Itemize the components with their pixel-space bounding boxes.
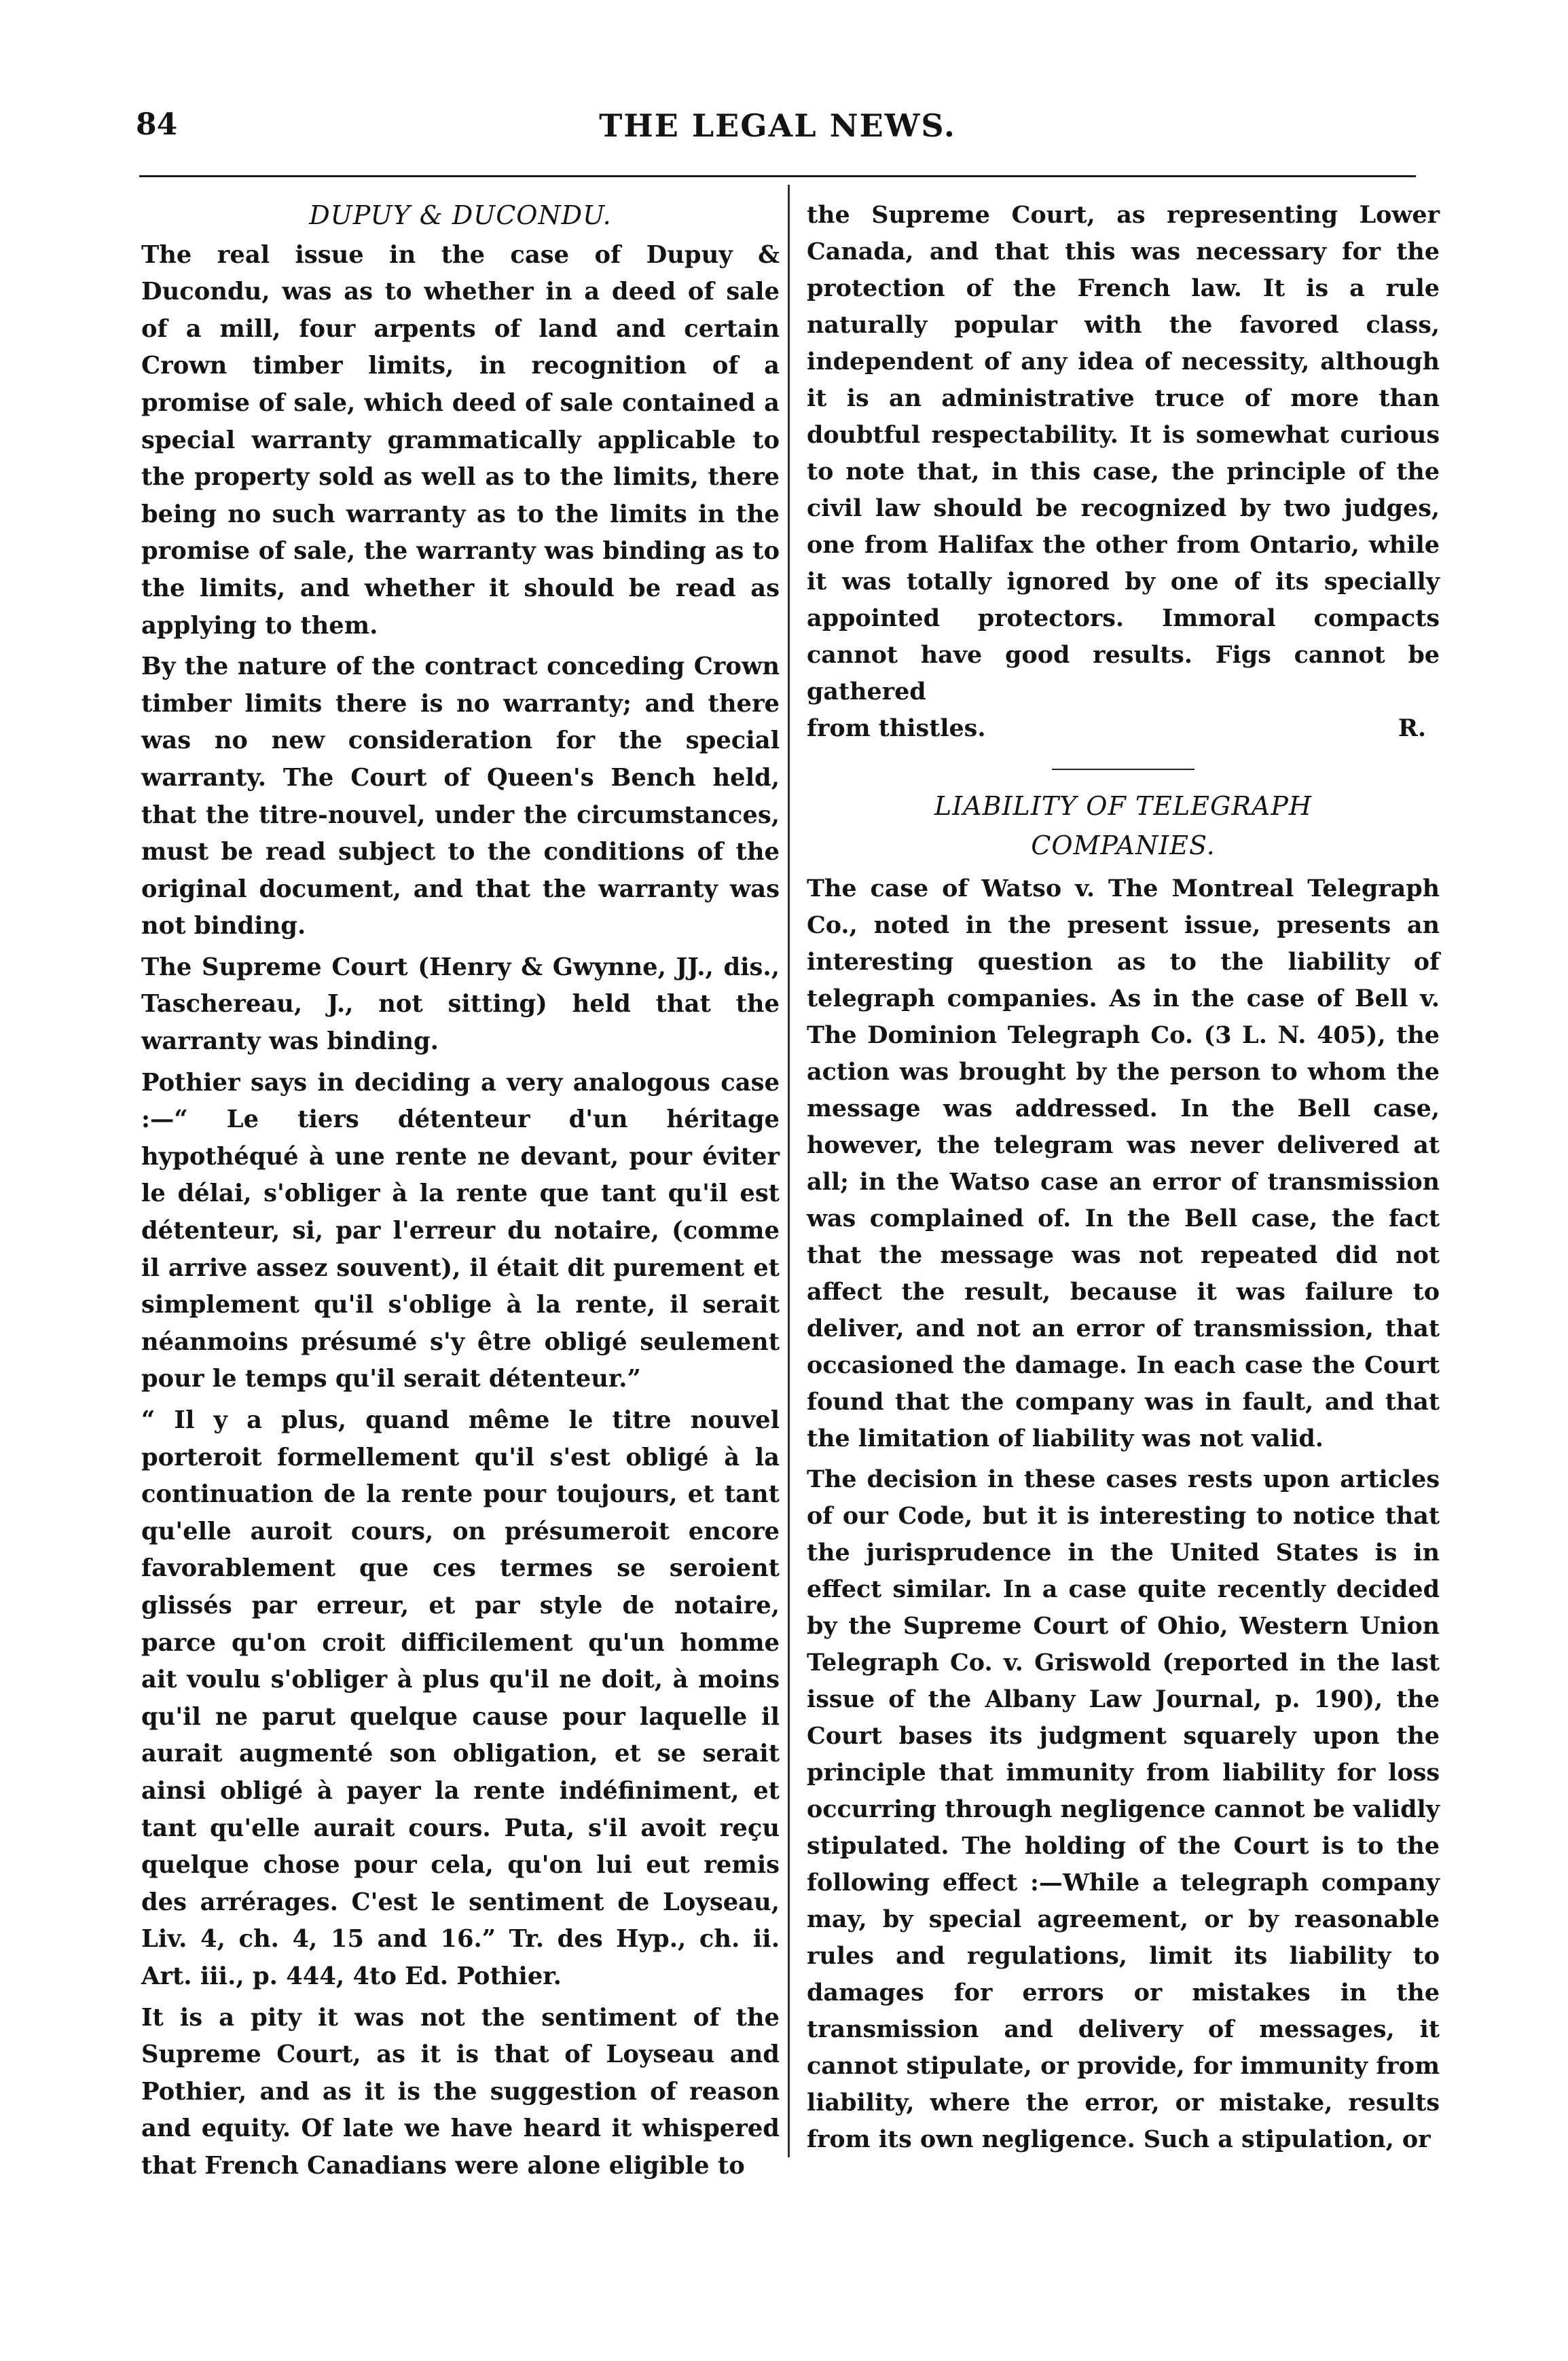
header-rule bbox=[139, 175, 1416, 177]
closing-line bbox=[807, 710, 1440, 747]
running-title: THE LEGAL NEWS. bbox=[599, 107, 956, 144]
closing-text: from thistles. bbox=[807, 714, 986, 742]
paragraph-continuation: the Supreme Court, as representing Lower Canada, and that this was necessary for the protection of the French law. It is a rule naturally popular with the favored class, independent of any idea of necessity, although it is an administrative truce of more than doubtful respectability. It is somewhat curious to note that, in this case, the principle of the civil law should be recognized by two judges, one from Halifax the other from Ontario, while it was totally ignored by one of its specially appointed protectors. Immoral compacts cannot have good results. Figs cannot be gathered bbox=[807, 201, 1440, 706]
column-divider bbox=[788, 185, 790, 2157]
section-separator bbox=[1052, 769, 1195, 770]
section-title-dupuy: DUPUY & DUCONDU. bbox=[309, 200, 612, 230]
paragraph: By the nature of the contract conceding Crown timber limits there is no warranty; and there was no new consideration for the special warranty. The Court of Queen's Bench held, that the titre-nouvel, under the circumstances, must be read subject to the conditions of the original document, and that the warranty was not binding. bbox=[141, 653, 780, 940]
paragraph: Pothier says in deciding a very analogous case :—“ Le tiers détenteur d'un héritage hypothéqué à une rente ne devant, pour éviter le délai, s'obliger à la rente que tant qu'il est détenteur, si, par l'erreur du notaire, (comme il arrive assez souvent), il était dit purement et simplement qu'il s'oblige à la rente, il serait néanmoins présumé s'y être obligé seulement pour le temps qu'il serait détenteur.” bbox=[141, 1068, 780, 1393]
paragraph: The Supreme Court (Henry & Gwynne, JJ., dis., Taschereau, J., not sitting) held that the warranty was binding. bbox=[141, 953, 780, 1056]
left-column bbox=[141, 197, 780, 2189]
page-header bbox=[136, 102, 1419, 163]
section-title-liability-line2: COMPANIES. bbox=[1031, 830, 1216, 860]
page-number: 84 bbox=[136, 107, 178, 142]
paragraph: “ Il y a plus, quand même le titre nouvel porteroit formellement qu'il s'est obligé à la continuation de la rente pour toujours, et tant qu'elle auroit cours, on présumeroit encore favorablement que ces termes se seroient glissés par erreur, et par style de notaire, parce qu'on croit difficilement qu'un homme ait voulu s'obliger à plus qu'il ne doit, à moins qu'il ne parut quelque cause pour laquelle il aurait augmenté son obligation, et se serait ainsi obligé à payer la rente indéfiniment, et tant qu'elle aurait cours. Puta, s'il avoit reçu quelque chose pour cela, qu'on lui eut remis des arrérages. C'est le sentiment de Loyseau, Liv. 4, ch. 4, 15 and 16.” Tr. des Hyp., ch. ii. Art. iii., p. 444, 4to Ed. Pothier. bbox=[141, 1406, 780, 1990]
section-title-liability: LIABILITY OF TELEGRAPH bbox=[934, 791, 1313, 821]
right-column bbox=[807, 197, 1440, 2162]
paragraph: The case of Watso v. The Montreal Telegraph Co., noted in the present issue, presents an interesting question as to the liability of telegraph companies. As in the case of Bell v. The Dominion Telegraph Co. (3 L. N. 405), the action was brought by the person to whom the message was addressed. In the Bell case, however, the telegram was never delivered at all; in the Watso case an error of transmission was complained of. In the Bell case, the fact that the message was not repeated did not affect the result, because it was failure to deliver, and not an error of transmission, that occasioned the damage. In each case the Court found that the company was in fault, and that the limitation of liability was not valid. bbox=[807, 875, 1440, 1452]
signature: R. bbox=[1398, 714, 1426, 742]
paragraph: The real issue in the case of Dupuy & Ducondu, was as to whether in a deed of sale of a mill, four arpents of land and certain Crown timber limits, in recognition of a promise of sale, which deed of sale contained a special warranty grammatically applicable to the property sold as well as to the limits, there being no such warranty as to the limits in the promise of sale, the warranty was binding as to the limits, and whether it should be read as applying to them. bbox=[141, 240, 780, 640]
paragraph: The decision in these cases rests upon articles of our Code, but it is interesting to notice that the jurisprudence in the United States is in effect similar. In a case quite recently decided by the Supreme Court of Ohio, Western Union Telegraph Co. v. Griswold (reported in the last issue of the Albany Law Journal, p. 190), the Court bases its judgment squarely upon the principle that immunity from liability for loss occurring through negligence cannot be validly stipulated. The holding of the Court is to the following effect :—While a telegraph company may, by special agreement, or by reasonable rules and regulations, limit its liability to damages for errors or mistakes in the transmission and delivery of messages, it cannot stipulate, or provide, for immunity from liability, where the error, or mistake, results from its own negligence. Such a stipulation, or bbox=[807, 1465, 1440, 2153]
paragraph: It is a pity it was not the sentiment of the Supreme Court, as it is that of Loyseau and Pothier, and as it is the suggestion of reason and equity. Of late we have heard it whispered that French Canadians were alone eligible to bbox=[141, 2003, 780, 2180]
